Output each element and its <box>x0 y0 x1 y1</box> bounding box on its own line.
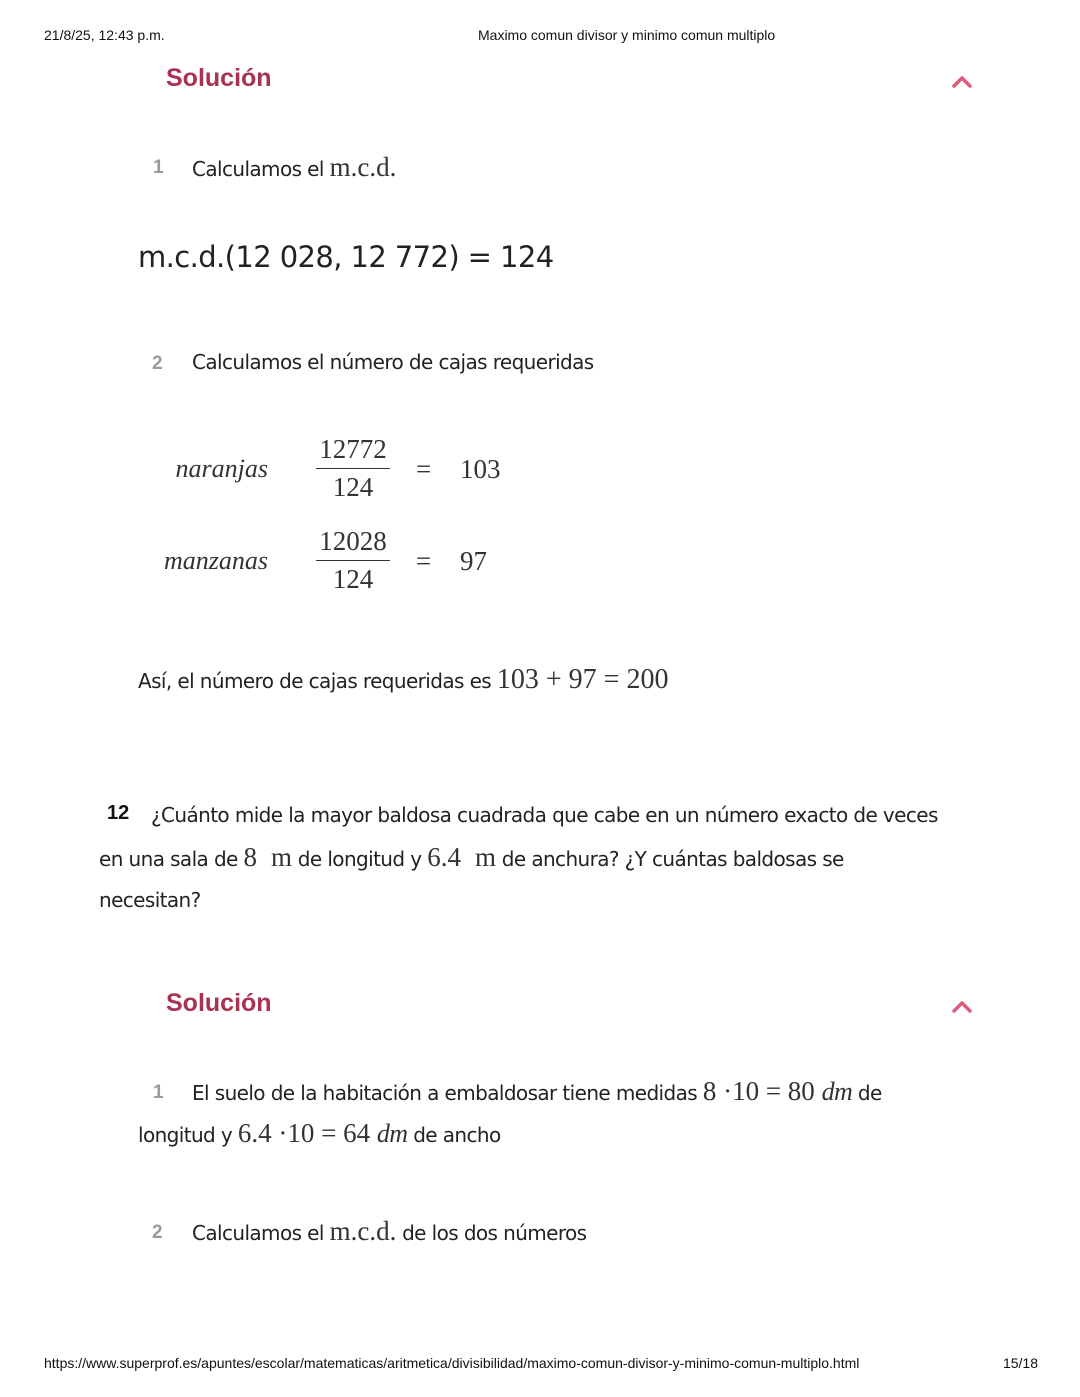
math-unit: m <box>271 842 293 872</box>
numerator: 12028 <box>316 524 390 561</box>
denominator: 124 <box>332 472 374 502</box>
print-datetime: 21/8/25, 12:43 p.m. <box>44 27 165 43</box>
math-unit: dm <box>821 1077 853 1106</box>
exercise-number: 12 <box>107 802 130 824</box>
step-2-text: Calculamos el número de cajas requeridas <box>192 350 594 374</box>
text: de longitud y <box>292 847 428 871</box>
chevron-up-icon[interactable] <box>950 73 974 89</box>
exercise-text-line-1: ¿Cuánto mide la mayor baldosa cuadrada que cabe en un número exacto de veces <box>151 803 938 827</box>
fraction-row-manzanas <box>138 524 538 604</box>
math-unit: m <box>474 842 496 872</box>
exercise-text-line-3: necesitan? <box>99 888 201 912</box>
text: de los dos números <box>396 1221 587 1245</box>
text: de anchura? ¿Y cuántas baldosas se <box>496 847 844 871</box>
step-number: 2 <box>152 353 163 374</box>
solution-title[interactable]: Solución <box>166 989 272 1017</box>
chevron-up-icon[interactable] <box>950 998 974 1014</box>
fraction-row-naranjas <box>138 432 538 512</box>
text: El suelo de la habitación a embaldosar tiene medidas <box>192 1081 703 1105</box>
fraction-result: 97 <box>460 546 487 576</box>
page-number: 15/18 <box>1002 1355 1038 1371</box>
conclusion-label: Así, el número de cajas requeridas es <box>138 669 497 693</box>
text: longitud y <box>138 1123 238 1147</box>
solution-title[interactable]: Solución <box>166 64 272 92</box>
denominator: 124 <box>332 564 374 594</box>
fraction <box>316 432 390 505</box>
step-number: 1 <box>153 1082 164 1103</box>
equals-sign: = <box>416 454 432 484</box>
numerator: 12772 <box>316 432 390 469</box>
fraction-result: 103 <box>460 454 501 484</box>
mcd-equation: m.c.d.(12 028, 12 772) = 124 <box>138 240 554 274</box>
equals-sign: = <box>416 546 432 576</box>
math-unit: dm <box>376 1119 408 1148</box>
step-1-text-line-1 <box>192 1076 882 1107</box>
math-mcd: m.c.d. <box>329 152 397 182</box>
step-1-text-line-2 <box>138 1118 501 1149</box>
step-2-text <box>192 1216 587 1247</box>
step-number: 2 <box>152 1222 163 1243</box>
conclusion-math: 103 + 97 = 200 <box>496 664 669 695</box>
math-value: 8 <box>243 842 258 872</box>
fraction <box>316 524 390 597</box>
print-url[interactable]: https://www.superprof.es/apuntes/escolar/matematicas/aritmetica/divisibilidad/maximo-comun-divisor-y-minimo-comun-multiplo.html <box>44 1355 860 1371</box>
math-expression: 6.4 ·10 = 64 <box>237 1118 377 1148</box>
math-expression: 8 ·10 = 80 <box>702 1076 822 1106</box>
step-1-text <box>192 152 396 183</box>
math-mcd: m.c.d. <box>329 1216 397 1246</box>
step-text: Calculamos el <box>192 157 330 181</box>
fraction-label: naranjas <box>175 454 268 483</box>
conclusion-text <box>138 664 668 696</box>
text: Calculamos el <box>192 1221 330 1245</box>
text: en una sala de <box>99 847 244 871</box>
math-value: 6.4 <box>427 842 461 872</box>
fraction-label: manzanas <box>163 546 268 575</box>
exercise-text-line-2 <box>99 842 844 873</box>
text: de <box>852 1081 882 1105</box>
print-page-title: Maximo comun divisor y minimo comun multiplo <box>478 27 776 43</box>
text: de ancho <box>407 1123 501 1147</box>
step-number: 1 <box>153 157 164 178</box>
